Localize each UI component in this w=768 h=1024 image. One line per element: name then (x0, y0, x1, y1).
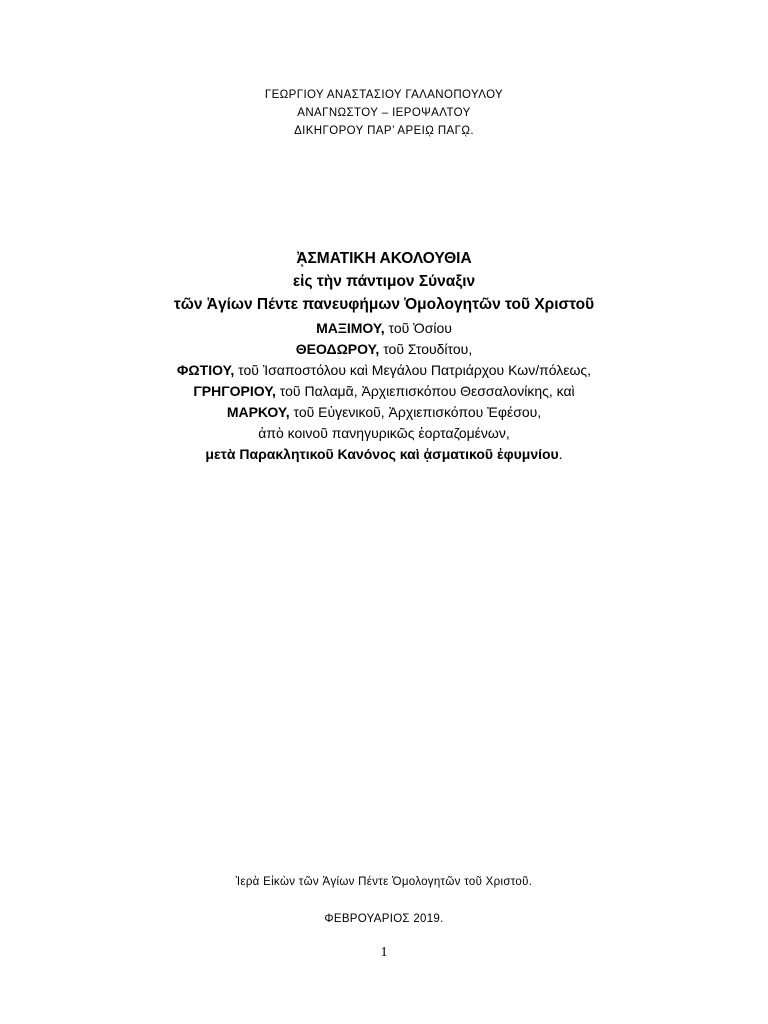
saint-line-fotios (0, 362, 768, 378)
document-subtitle: εἰς τὴν πάντιμον Σύναξιν (292, 273, 476, 290)
saint-description: τοῦ Εὐγενικοῦ, Ἀρχιεπισκόπου Ἐφέσου, (289, 404, 542, 420)
saint-description: τοῦ Στουδίτου, (379, 341, 473, 357)
saint-name: ΜΑΞΙΜΟΥ, (316, 320, 385, 336)
canon-period: . (558, 446, 563, 462)
author-profession: ΔΙΚΗΓΟΡΟΥ ΠΑΡ’ ΑΡΕΙῼ ΠΑΓῼ. (294, 125, 474, 137)
celebration-line: ἀπὸ κοινοῦ πανηγυρικῶς ἑορταζομένων, (258, 425, 510, 441)
saint-description: τοῦ Παλαμᾶ, Ἀρχιεπισκόπου Θεσσαλονίκης, καὶ (275, 383, 575, 399)
saint-name: ΦΩΤΙΟΥ, (176, 362, 235, 378)
publication-date: ΦΕΒΡΟΥΑΡΙΟΣ 2019. (324, 913, 444, 925)
page-number: 1 (380, 945, 388, 960)
saint-name: ΜΑΡΚΟΥ, (226, 404, 290, 420)
canon-line (0, 446, 768, 462)
icon-caption: Ἱερὰ Εἰκὼν τῶν Ἁγίων Πέντε Ὁμολογητῶν τοῦ Χριστοῦ. (235, 876, 533, 888)
saint-line-theodoros (0, 341, 768, 357)
saint-name: ΓΡΗΓΟΡΙΟΥ, (193, 383, 276, 399)
author-role: ΑΝΑΓΝΩΣΤΟΥ – ΙΕΡΟΨΑΛΤΟΥ (297, 107, 471, 119)
document-subtitle-line: τῶν Ἁγίων Πέντε πανευφήμων Ὁμολογητῶν τοῦ Χριστοῦ (173, 296, 595, 313)
saint-description: τοῦ Ἰσαποστόλου καὶ Μεγάλου Πατριάρχου Κων/πόλεως, (234, 362, 592, 378)
document-title: ᾈΣΜΑΤΙΚΗ ΑΚΟΛΟΥΘΙΑ (296, 250, 472, 267)
saint-line-markos (0, 404, 768, 420)
canon-text: μετὰ Παρακλητικοῦ Κανόνος καὶ ᾀσματικοῦ ἐφυμνίου (205, 446, 559, 462)
saint-line-maximos (0, 320, 768, 336)
saint-name: ΘΕΟΔΩΡΟΥ, (295, 341, 380, 357)
author-name: ΓΕΩΡΓΙΟΥ ΑΝΑΣΤΑΣΙΟΥ ΓΑΛΑΝΟΠΟΥΛΟΥ (264, 89, 504, 101)
saint-description: τοῦ Ὁσίου (384, 320, 452, 336)
saint-line-grigorios (0, 383, 768, 399)
